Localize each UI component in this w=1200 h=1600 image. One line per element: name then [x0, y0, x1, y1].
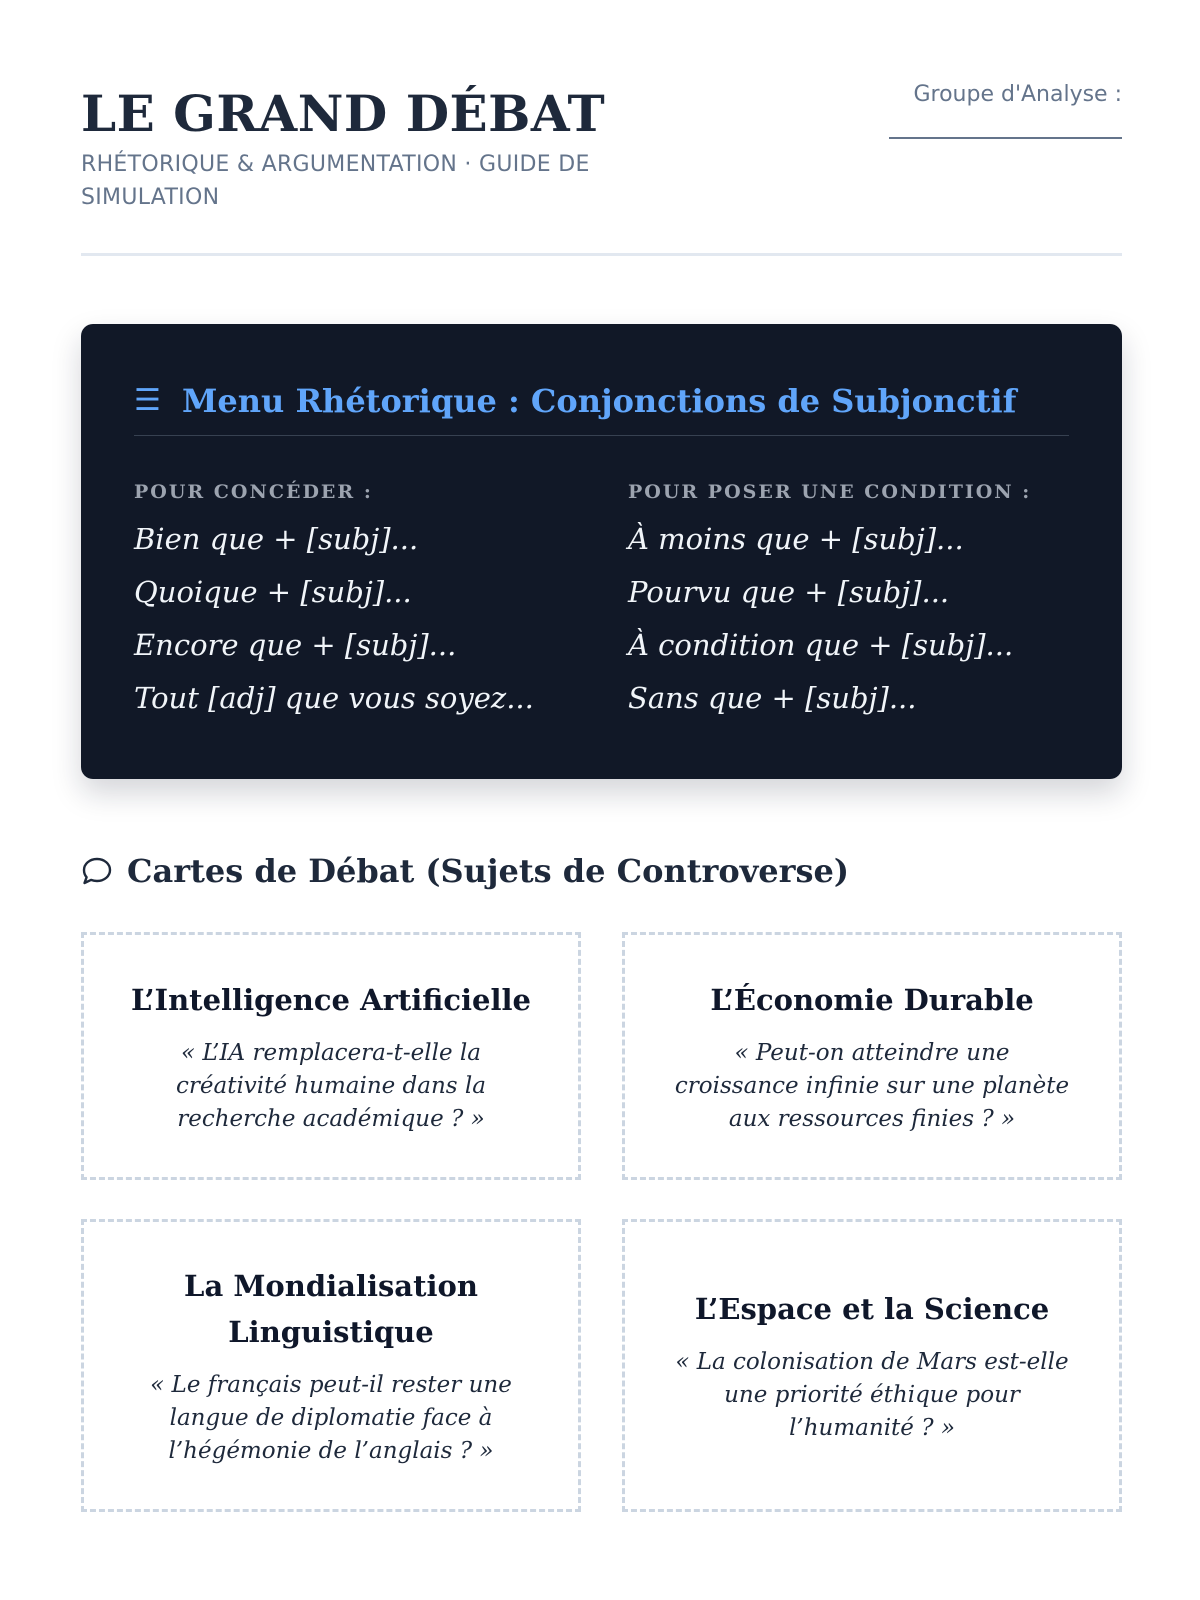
- concede-item: Encore que + [subj]...: [134, 628, 457, 662]
- condition-column: [628, 479, 1068, 725]
- condition-item: À condition que + [subj]...: [628, 628, 1014, 662]
- menu-icon: ☰: [134, 383, 161, 418]
- condition-column-title: POUR POSER UNE CONDITION :: [628, 481, 1032, 503]
- condition-item: Pourvu que + [subj]...: [628, 575, 950, 609]
- debate-card-question: « La colonisation de Mars est-elle une priorité éthique pour l’humanité ? »: [675, 1349, 1069, 1441]
- concede-item: Bien que + [subj]...: [134, 522, 419, 556]
- debate-card-question: « Le français peut-il rester une langue de diplomatie face à l’hégémonie de l’anglais ? »: [150, 1372, 512, 1464]
- speech-bubble-icon: [81, 855, 113, 887]
- concede-item: Quoique + [subj]...: [134, 575, 412, 609]
- debate-card-title: L’Intelligence Artificielle: [131, 982, 531, 1017]
- debate-card-title: L’Économie Durable: [710, 982, 1034, 1017]
- debate-card[interactable]: [81, 932, 581, 1180]
- page: [81, 0, 1122, 1464]
- concede-item: Tout [adj] que vous soyez...: [134, 681, 534, 715]
- debate-card-title: La Mondialisation Linguistique: [184, 1269, 478, 1349]
- page-header: [81, 0, 1122, 256]
- condition-item: À moins que + [subj]...: [628, 522, 964, 556]
- group-input-line[interactable]: [889, 137, 1122, 139]
- concede-column-title: POUR CONCÉDER :: [134, 481, 373, 503]
- menu-header: [134, 380, 1069, 436]
- rhetoric-menu-panel: [81, 324, 1122, 779]
- concede-column: [134, 479, 574, 725]
- concede-list: [134, 513, 574, 725]
- debate-card[interactable]: [622, 932, 1122, 1180]
- debate-section-title: Cartes de Débat (Sujets de Controverse): [127, 852, 850, 890]
- debate-card-question: « Peut-on atteindre une croissance infinie sur une planète aux ressources finies ? »: [674, 1039, 1070, 1132]
- group-label: Groupe d'Analyse :: [913, 82, 1122, 107]
- debate-card[interactable]: [622, 1219, 1122, 1512]
- debate-card-question: « L’IA remplacera-t-elle la créativité humaine dans la recherche académique ? »: [176, 1039, 486, 1132]
- menu-title: Menu Rhétorique : Conjonctions de Subjonctif: [182, 382, 1017, 420]
- page-subtitle: RHÉTORIQUE & ARGUMENTATION · GUIDE DE SIMULATION: [81, 152, 590, 210]
- debate-card[interactable]: [81, 1219, 581, 1512]
- debate-card-title: L’Espace et la Science: [694, 1292, 1050, 1326]
- page-title: LE GRAND DÉBAT: [81, 84, 606, 143]
- condition-list: [628, 513, 1068, 725]
- condition-item: Sans que + [subj]...: [628, 681, 917, 715]
